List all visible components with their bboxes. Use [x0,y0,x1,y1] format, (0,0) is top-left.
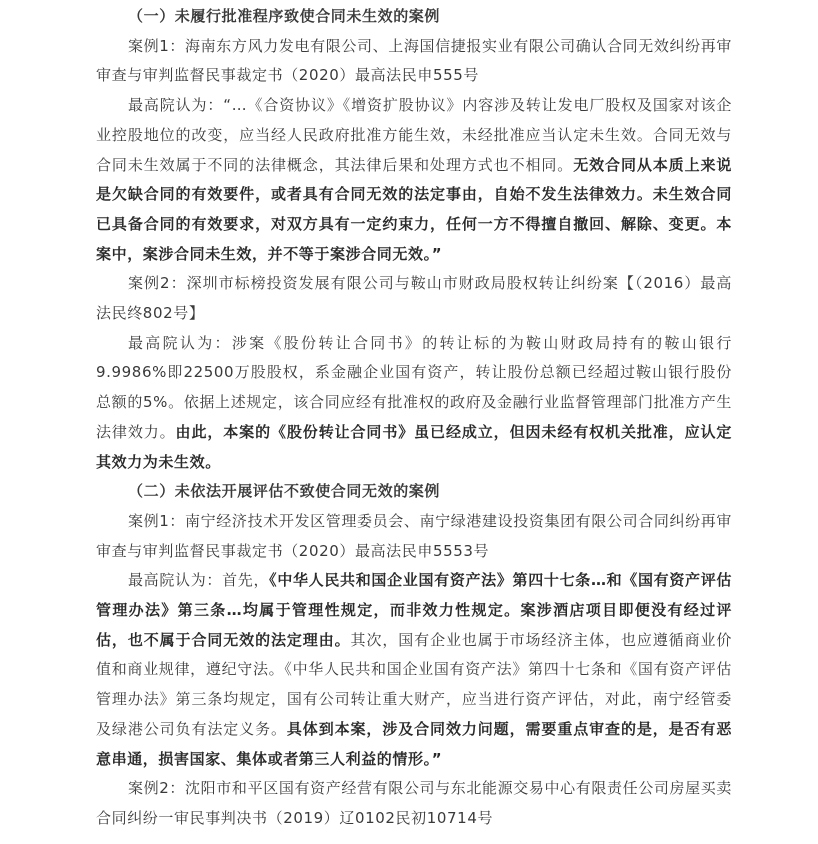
case-title: 案例2：沈阳市和平区国有资产经营有限公司与东北能源交易中心有限责任公司房屋买卖合同纠纷一审民事判决书（2019）辽0102民初10714号 [96,779,732,827]
opinion-emphasis: 《中华人民共和国企业国有资产法》第四十七条…和《国有资产评估管理办法》第三条…均属于管理性规定，而非效力性规定。案涉酒店项目即便没有经过评估，也不属于合同无效的法定理由。 [96,571,732,649]
case-title: 案例1：南宁经济技术开发区管理委员会、南宁绿港建设投资集团有限公司合同纠纷再审审查与审判监督民事裁定书（2020）最高法民申5553号 [96,511,732,560]
section-heading-2: （二）未依法开展评估不致使合同无效的案例 [128,482,441,501]
opinion-text: 其次，国有企业也属于市场经济主体，也应遵循商业价值和商业规律，遵纪守法。《中华人民共和国企业国有资产法》第四十七条和《国有资产评估管理办法》第三条均规定，国有公司转让重大财产，应当进行资产评估，对此，南宁经管委及绿港公司负有法定义务。 [96,630,733,738]
opinion-emphasis: 具体到本案，涉及合同效力问题，需要重点审查的是，是否有恶意串通，损害国家、集体或者第三人利益的情形。” [96,719,732,768]
court-opinion [96,91,732,269]
court-opinion [96,566,732,774]
opinion-emphasis: 无效合同从本质上来说是欠缺合同的有效要件，或者具有合同无效的法定事由，自始不发生法律效力。未生效合同已具备合同的有效要求，对双方具有一定约束力，任何一方不得擅自撤回、解除、变更。本案中，案涉合同未生效，并不等于案涉合同无效。” [96,155,732,263]
court-opinion [96,329,732,478]
opinion-text: 最高院认为：涉案《股份转让合同书》的转让标的为鞍山财政局持有的鞍山银行9.9986%即22500万股股权，系金融企业国有资产，转让股份总额已经超过鞍山银行股份总额的5%。依据上述规定，该合同应经有批准权的政府及金融行业监督管理部门批准方产生法律效力。 [96,333,732,441]
opinion-emphasis: 由此，本案的《股份转让合同书》虽已经成立，但因未经有权机关批准，应认定其效力为未生效。 [96,422,732,471]
case-title: 案例2：深圳市标榜投资发展有限公司与鞍山市财政局股权转让纠纷案【（2016）最高法民终802号】 [96,274,732,323]
section-heading-1: （一）未履行批准程序致使合同未生效的案例 [128,7,441,25]
opinion-text: 最高院认为：“…《合资协议》《增资扩股协议》内容涉及转让发电厂股权及国家对该企业控股地位的改变，应当经人民政府批准方能生效，未经批准应当认定未生效。合同无效与合同未生效属于不同的法律概念，其法律后果和处理方式也不相同。 [96,96,732,174]
opinion-text: 最高院认为：首先， [128,571,270,590]
case-title: 案例1：海南东方风力发电有限公司、上海国信捷报实业有限公司确认合同无效纠纷再审审查与审判监督民事裁定书（2020）最高法民申555号 [96,36,732,85]
